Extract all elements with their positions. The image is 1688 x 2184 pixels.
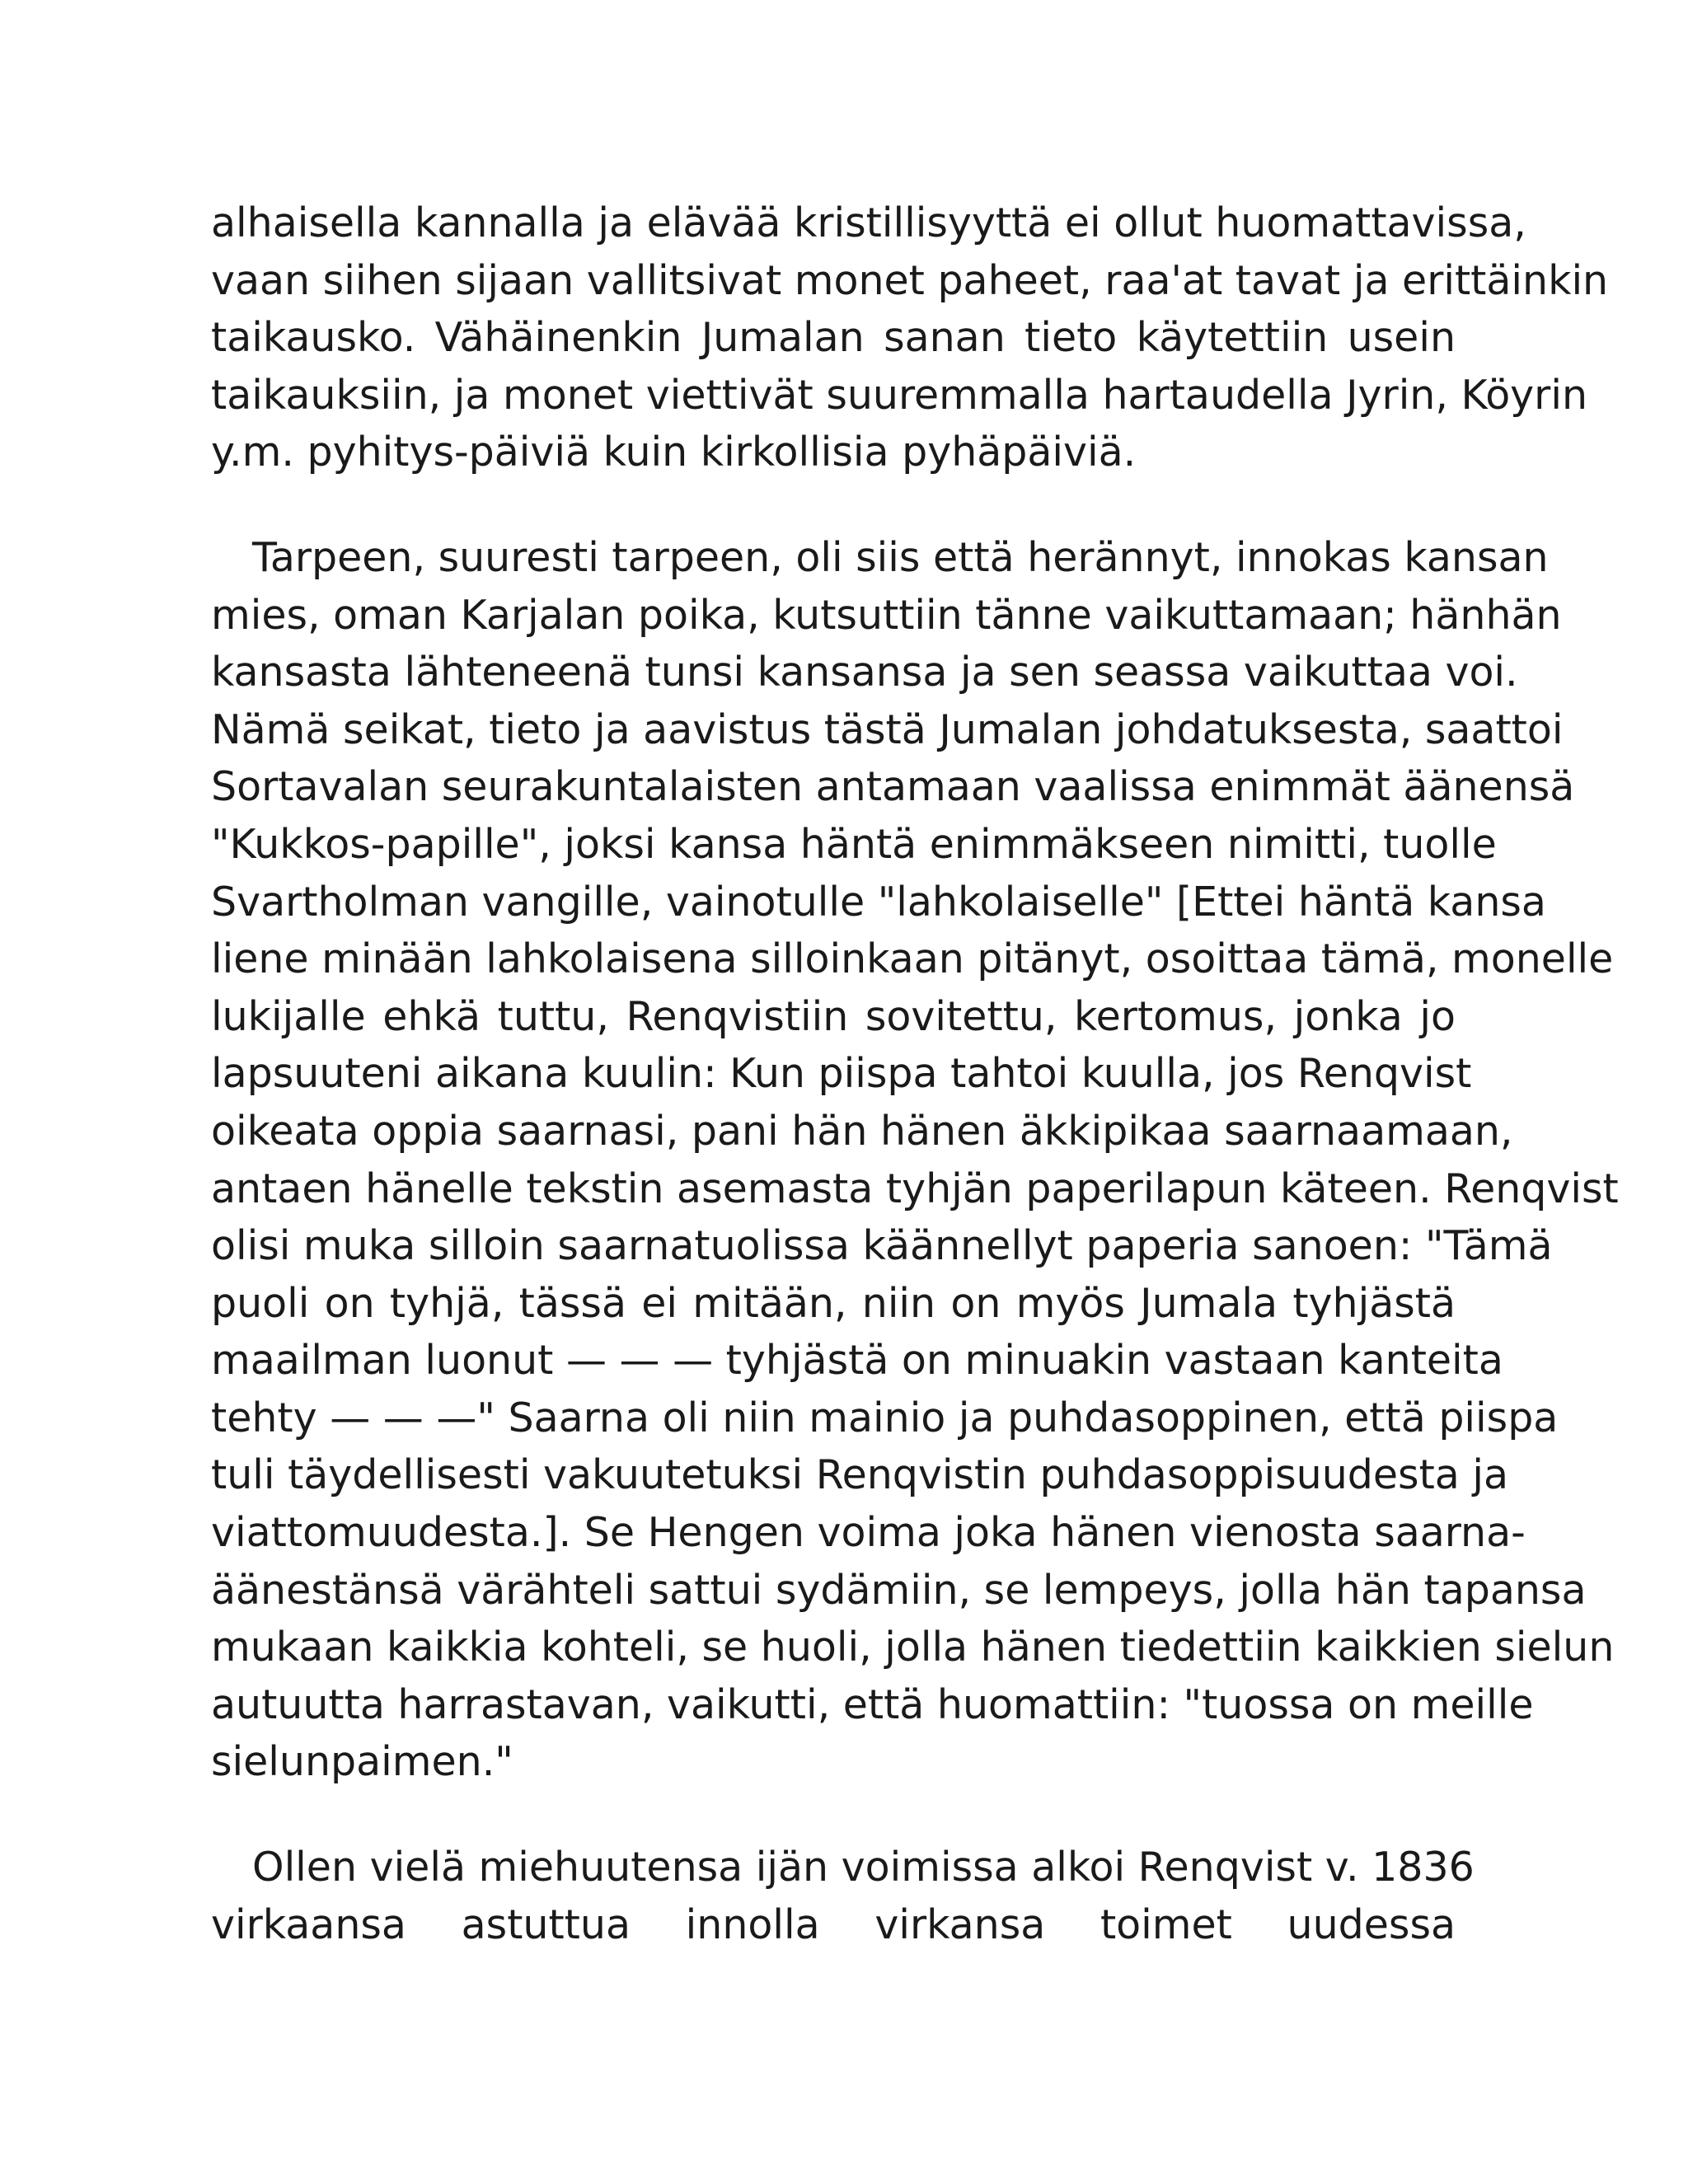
text-line: olisi muka silloin saarnatuolissa käännellyt paperia sanoen: "Tämä (211, 1222, 1553, 1270)
text-line: lukijalle ehkä tuttu, Renqvistiin sovitettu, kertomus, jonka jo (211, 992, 1456, 1040)
text-line: taikauksiin, ja monet viettivät suuremmalla hartaudella Jyrin, Köyrin (211, 371, 1587, 419)
text-line: alhaisella kannalla ja elävää kristillisyyttä ei ollut huomattavissa, (211, 199, 1526, 246)
text-line: Sortavalan seurakuntalaisten antamaan vaalissa enimmät äänensä (211, 763, 1575, 811)
text-line: vaan siihen sijaan vallitsivat monet paheet, raa'at tavat ja erittäinkin (211, 256, 1609, 304)
paragraph-3 (211, 1839, 1475, 1953)
text-line: autuutta harrastavan, vaikutti, että huomattiin: "tuossa on meille (211, 1680, 1534, 1728)
text-line: viattomuudesta.]. Se Hengen voima joka hänen vienosta saarna- (211, 1509, 1526, 1557)
text-line: tuli täydellisesti vakuutetuksi Renqvistin puhdasoppisuudesta ja (211, 1451, 1509, 1499)
text-line: y.m. pyhitys-päiviä kuin kirkollisia pyhäpäiviä. (211, 429, 1137, 476)
paragraph-1 (211, 194, 1609, 481)
text-line: liene minään lahkolaisena silloinkaan pitänyt, osoittaa tämä, monelle (211, 935, 1614, 983)
text-line: tehty — — —" Saarna oli niin mainio ja puhdasoppinen, että piispa (211, 1394, 1559, 1441)
text-line: taikausko. Vähäinenkin Jumalan sanan tieto käytettiin usein (211, 314, 1456, 362)
text-line: kansasta lähteneenä tunsi kansansa ja sen seassa vaikuttaa voi. (211, 649, 1518, 696)
text-line: mies, oman Karjalan poika, kutsuttiin tänne vaikuttamaan; hänhän (211, 591, 1562, 639)
text-line: lapsuuteni aikana kuulin: Kun piispa tahtoi kuulla, jos Renqvist (211, 1050, 1472, 1098)
text-line: Tarpeen, suuresti tarpeen, oli siis että herännyt, innokas kansan (252, 533, 1549, 581)
text-line: Nämä seikat, tieto ja aavistus tästä Jumalan johdatuksesta, saattoi (211, 705, 1564, 753)
text-line: Ollen vielä miehuutensa ijän voimissa alkoi Renqvist v. 1836 (252, 1844, 1475, 1891)
text-line: mukaan kaikkia kohteli, se huoli, jolla hänen tiedettiin kaikkien sielun (211, 1624, 1615, 1671)
text-line: äänestänsä värähteli sattui sydämiin, se lempeys, jolla hän tapansa (211, 1566, 1587, 1614)
text-line: "Kukkos-papille", joksi kansa häntä enimmäkseen nimitti, tuolle (211, 820, 1497, 868)
document-body (211, 194, 1619, 1953)
paragraph-2 (211, 529, 1619, 1791)
text-line: oikeata oppia saarnasi, pani hän hänen äkkipikaa saarnaamaan, (211, 1107, 1513, 1155)
text-line: puoli on tyhjä, tässä ei mitään, niin on myös Jumala tyhjästä (211, 1279, 1456, 1327)
text-line: sielunpaimen." (211, 1738, 513, 1786)
text-line: antaen hänelle tekstin asemasta tyhjän paperilapun käteen. Renqvist (211, 1165, 1619, 1212)
text-line: maailman luonut — — — tyhjästä on minuakin vastaan kanteita (211, 1337, 1503, 1385)
text-line: virkaansa astuttua innolla virkansa toimet uudessa (211, 1900, 1456, 1948)
text-line: Svartholman vangille, vainotulle "lahkolaiselle" [Ettei häntä kansa (211, 878, 1546, 926)
